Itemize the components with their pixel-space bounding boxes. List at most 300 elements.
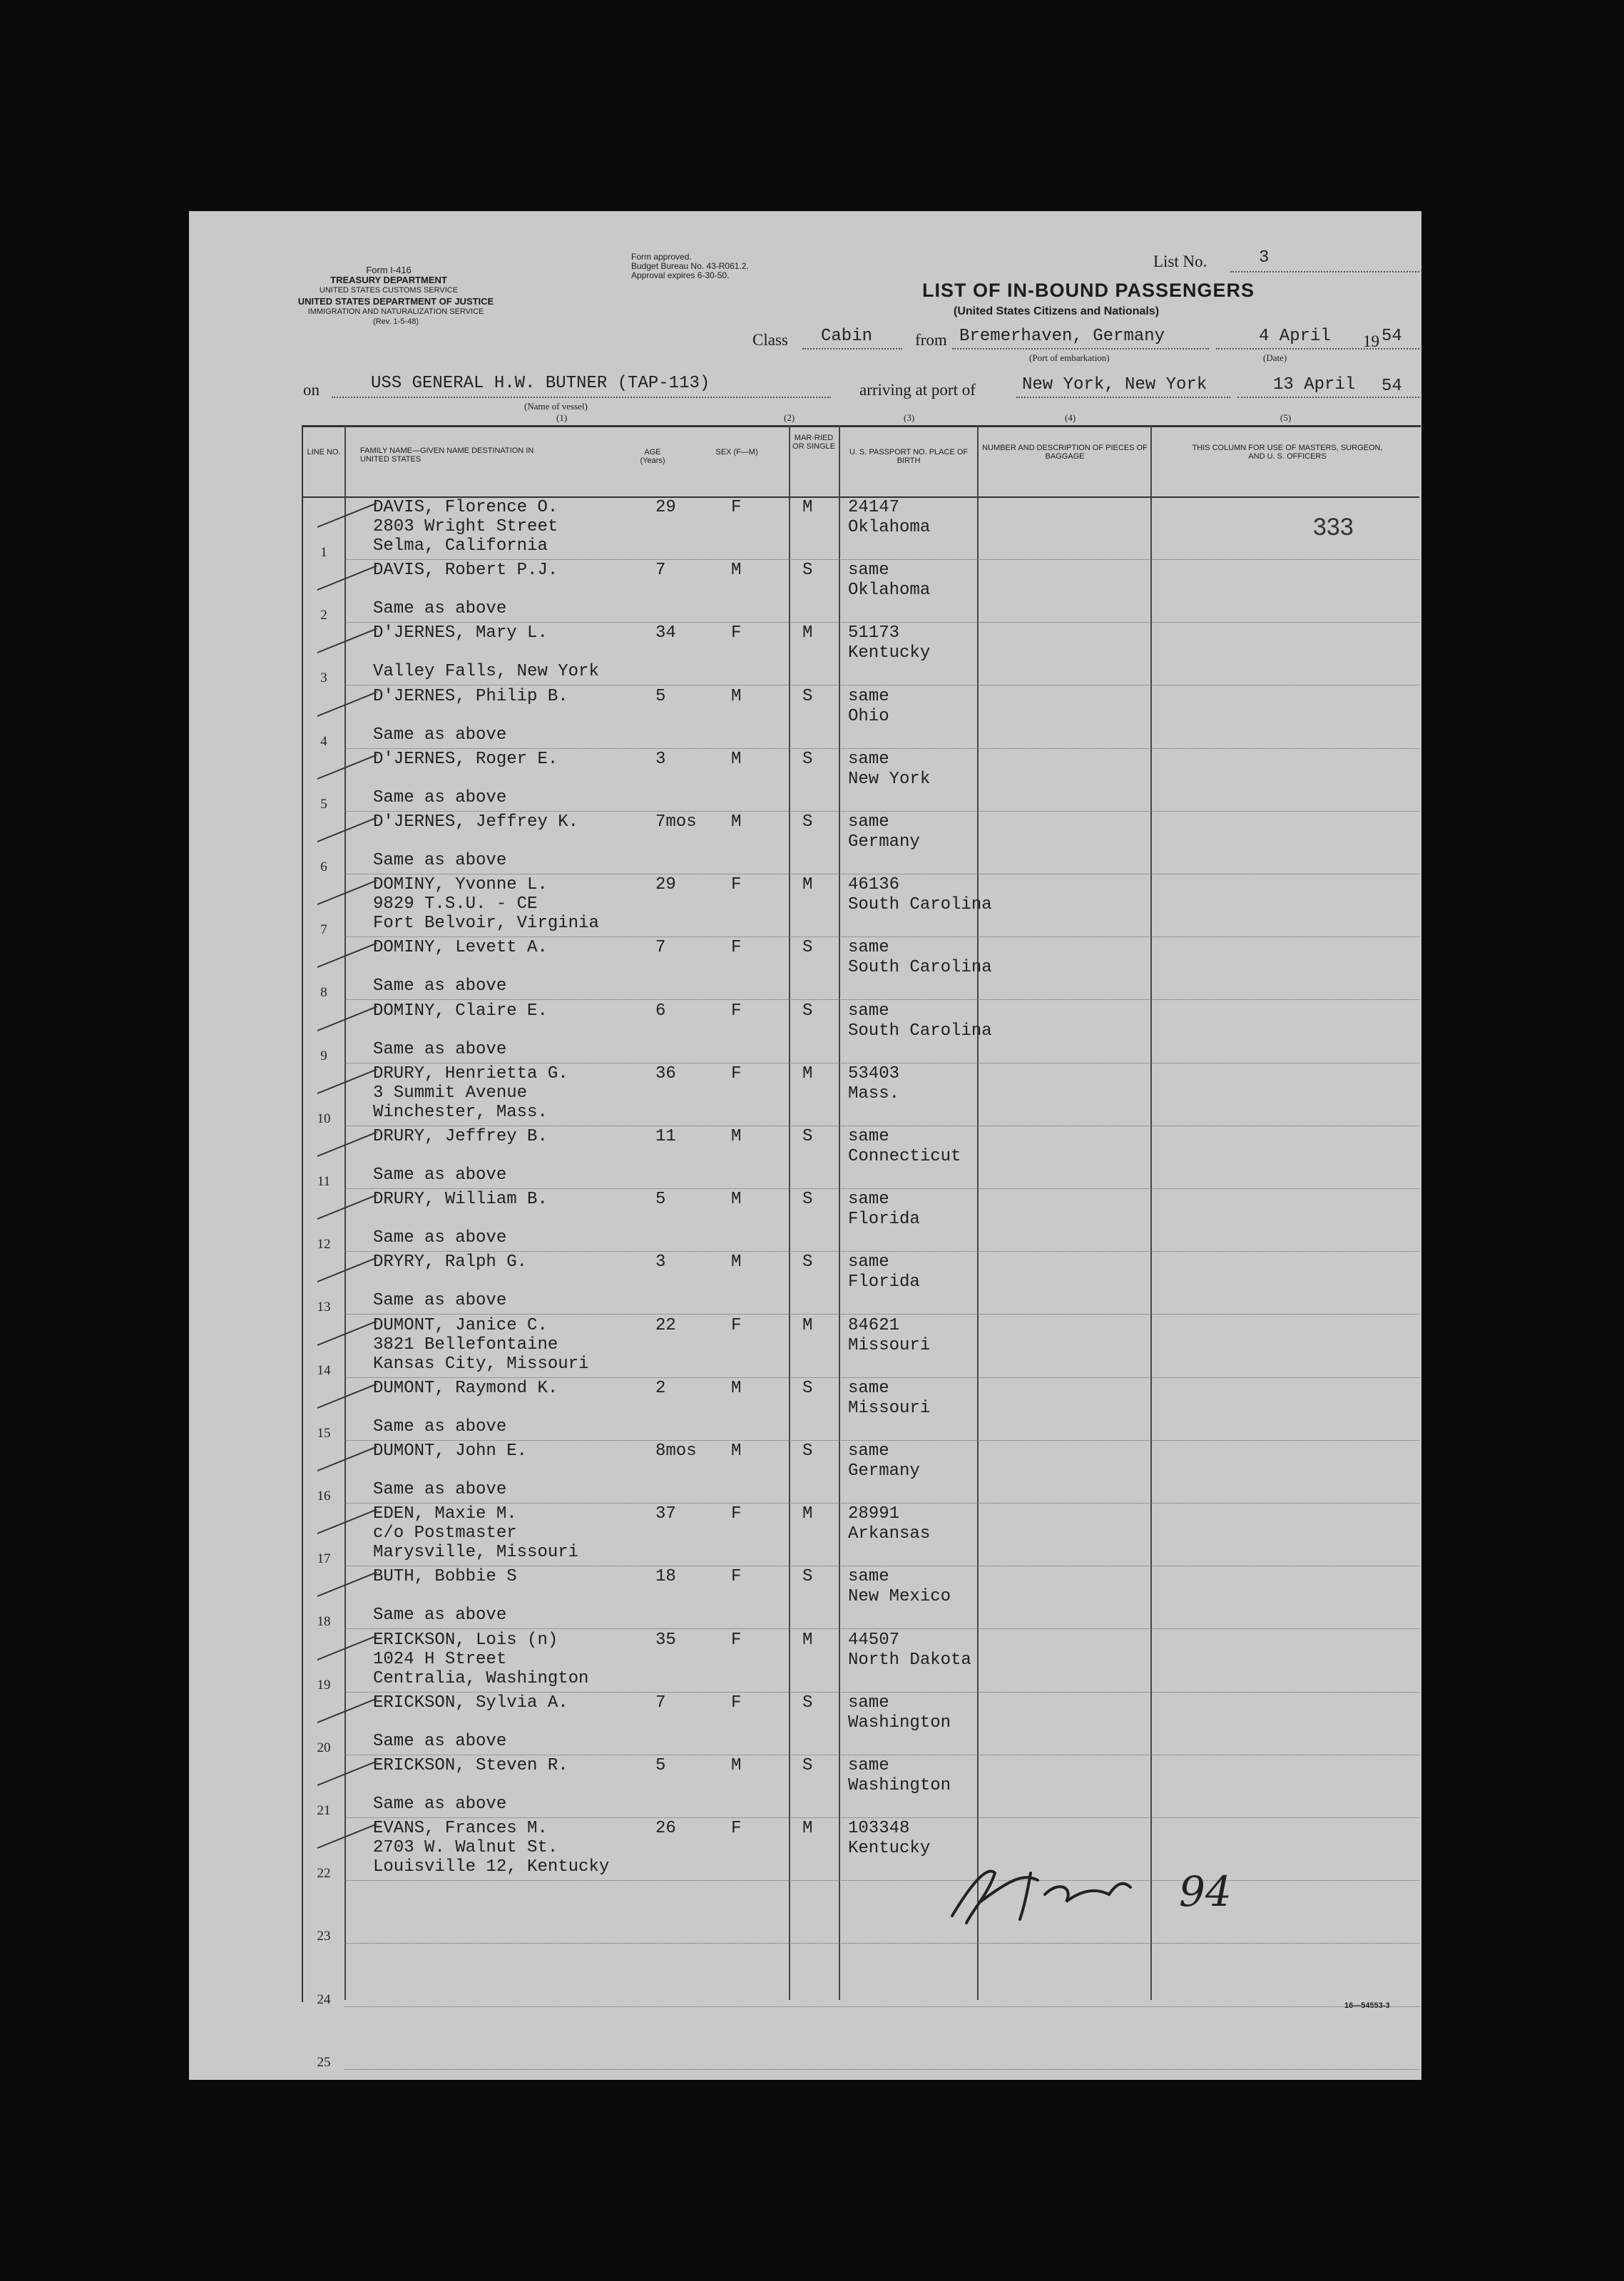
destination-line: Same as above xyxy=(373,1606,507,1626)
line-number: 15 xyxy=(317,1425,331,1441)
place-of-birth: Washington xyxy=(848,1776,951,1795)
passport-number: same xyxy=(848,1756,889,1775)
table-row xyxy=(189,1631,1421,1693)
destination-line: Same as above xyxy=(373,1165,507,1185)
justice-dept: UNITED STATES DEPARTMENT OF JUSTICE xyxy=(297,296,494,307)
marital-status: S xyxy=(802,1441,813,1461)
age: 7 xyxy=(655,938,666,958)
family-name: DRYRY, Ralph G. xyxy=(373,1252,528,1272)
age: 6 xyxy=(655,1001,666,1021)
line-number: 9 xyxy=(320,1048,327,1063)
passport-number: 103348 xyxy=(848,1819,910,1839)
family-name: D'JERNES, Roger E. xyxy=(373,749,558,769)
table-row xyxy=(189,1693,1421,1756)
from-label: from xyxy=(915,331,947,349)
col-header-baggage: NUMBER AND DESCRIPTION OF PIECES OF BAGGAGE xyxy=(982,444,1148,461)
family-name: DOMINY, Yvonne L. xyxy=(373,875,548,895)
family-name: DOMINY, Claire E. xyxy=(373,1001,548,1021)
family-name: BUTH, Bobbie S xyxy=(373,1567,517,1587)
table-row xyxy=(189,2008,1421,2071)
marital-status: M xyxy=(802,875,813,895)
marital-status: S xyxy=(802,561,813,581)
family-name: DRURY, Henrietta G. xyxy=(373,1063,568,1083)
place-of-birth: Kentucky xyxy=(848,643,931,663)
age: 3 xyxy=(655,749,666,769)
sex: F xyxy=(731,1063,742,1083)
arrival-date: 13 April xyxy=(1273,375,1356,394)
place-of-birth: Florida xyxy=(848,1210,920,1230)
age: 18 xyxy=(655,1567,676,1587)
passport-number: same xyxy=(848,1001,889,1021)
sex: F xyxy=(731,1315,742,1335)
marital-status: M xyxy=(802,498,813,517)
list-number-label: List No. xyxy=(1153,252,1207,270)
destination-line: Same as above xyxy=(373,1731,507,1751)
table-row xyxy=(189,750,1421,812)
sex: M xyxy=(731,1190,742,1210)
destination-line: Kansas City, Missouri xyxy=(373,1354,589,1374)
sex: F xyxy=(731,1001,742,1021)
place-of-birth: North Dakota xyxy=(848,1650,971,1670)
page-mark: 94 xyxy=(1179,1867,1232,1916)
col-header-officers: THIS COLUMN FOR USE OF MASTERS, SURGEON, AND U. S. OFFICERS xyxy=(1192,444,1383,461)
line-number: 17 xyxy=(317,1551,331,1567)
destination-line: Same as above xyxy=(373,851,507,870)
check-mark xyxy=(317,1006,377,1031)
sex: M xyxy=(731,686,742,706)
table-row xyxy=(189,1945,1421,2008)
sex: F xyxy=(731,623,742,643)
sex: M xyxy=(731,1252,742,1272)
sex: F xyxy=(731,1630,742,1650)
departure-date: 4 April xyxy=(1259,327,1331,346)
officer-note: 333 xyxy=(1313,514,1354,541)
place-of-birth: Germany xyxy=(848,1461,920,1481)
check-mark xyxy=(317,1068,377,1094)
marital-status: S xyxy=(802,1756,813,1775)
marital-status: M xyxy=(802,1315,813,1335)
destination-line: 3 Summit Avenue xyxy=(373,1083,528,1103)
passport-number: same xyxy=(848,749,889,769)
family-name: DUMONT, John E. xyxy=(373,1441,528,1461)
age: 35 xyxy=(655,1630,676,1650)
destination-line: 9829 T.S.U. - CE xyxy=(373,894,538,914)
check-mark xyxy=(317,943,377,969)
line-number: 1 xyxy=(320,545,327,560)
place-of-birth: Washington xyxy=(848,1713,951,1733)
port-embark-caption: (Port of embarkation) xyxy=(1029,352,1110,363)
ins-service: IMMIGRATION AND NATURALIZATION SERVICE xyxy=(307,307,484,316)
check-mark xyxy=(317,502,377,528)
age: 7 xyxy=(655,1693,666,1713)
col-number: (1) xyxy=(556,412,568,423)
revision: (Rev. 1-5-48) xyxy=(373,317,419,326)
customs-service: UNITED STATES CUSTOMS SERVICE xyxy=(319,286,459,295)
family-name: DRURY, Jeffrey B. xyxy=(373,1127,548,1146)
row-separator xyxy=(344,1880,1419,1881)
inspector-signature xyxy=(945,1852,1145,1930)
check-mark xyxy=(317,1383,377,1409)
marital-status: S xyxy=(802,686,813,706)
col-header-passport: U. S. PASSPORT NO. PLACE OF BIRTH xyxy=(849,448,969,465)
col-header-name: FAMILY NAME—GIVEN NAME DESTINATION IN UNITED STATES xyxy=(360,446,534,464)
approval-line: Budget Bureau No. 43-R061.2. xyxy=(631,261,749,271)
destination-line: Fort Belvoir, Virginia xyxy=(373,914,599,934)
passport-number: same xyxy=(848,1127,889,1146)
sex: F xyxy=(731,1567,742,1587)
marital-status: S xyxy=(802,1190,813,1210)
table-row xyxy=(189,1379,1421,1441)
table-row xyxy=(189,498,1421,561)
table-row xyxy=(189,1127,1421,1190)
col-header-married: MAR-RIED OR SINGLE xyxy=(792,434,835,451)
sex: F xyxy=(731,875,742,895)
family-name: DAVIS, Robert P.J. xyxy=(373,561,558,581)
sex: F xyxy=(731,498,742,517)
destination-line: 3821 Bellefontaine xyxy=(373,1335,558,1354)
passport-number: same xyxy=(848,1567,889,1587)
line-number: 24 xyxy=(317,1991,331,2007)
passport-number: 28991 xyxy=(848,1504,900,1524)
row-separator xyxy=(344,748,1419,749)
passport-number: 24147 xyxy=(848,498,900,517)
line-number: 2 xyxy=(320,608,327,623)
row-separator xyxy=(344,1440,1419,1441)
col-header-sex: SEX (F—M) xyxy=(715,448,758,456)
place-of-birth: New York xyxy=(848,769,931,789)
marital-status: M xyxy=(802,1504,813,1524)
check-mark xyxy=(317,1446,377,1471)
destination-line: c/o Postmaster xyxy=(373,1524,517,1543)
line-number: 16 xyxy=(317,1489,331,1504)
treasury-dept: TREASURY DEPARTMENT xyxy=(330,275,447,285)
place-of-birth: Connecticut xyxy=(848,1147,961,1166)
age: 5 xyxy=(655,1190,666,1210)
age: 36 xyxy=(655,1063,676,1083)
marital-status: S xyxy=(802,1252,813,1272)
vessel-name: USS GENERAL H.W. BUTNER (TAP-113) xyxy=(371,374,710,393)
destination-line: Same as above xyxy=(373,1480,507,1499)
age: 8mos xyxy=(655,1441,697,1461)
marital-status: S xyxy=(802,749,813,769)
destination-line: Winchester, Mass. xyxy=(373,1102,548,1122)
age: 11 xyxy=(655,1127,676,1146)
check-mark xyxy=(317,628,377,654)
sex: M xyxy=(731,1127,742,1146)
sex: F xyxy=(731,1819,742,1839)
place-of-birth: New Mexico xyxy=(848,1587,951,1607)
marital-status: S xyxy=(802,1127,813,1146)
check-mark xyxy=(317,880,377,906)
check-mark xyxy=(317,817,377,842)
marital-status: S xyxy=(802,1001,813,1021)
on-label: on xyxy=(303,381,320,399)
marital-status: S xyxy=(802,1378,813,1398)
check-mark xyxy=(317,1572,377,1598)
marital-status: M xyxy=(802,623,813,643)
line-number: 6 xyxy=(320,859,327,874)
family-name: DUMONT, Raymond K. xyxy=(373,1378,558,1398)
sex: F xyxy=(731,1504,742,1524)
place-of-birth: Ohio xyxy=(848,706,889,726)
place-of-birth: Arkansas xyxy=(848,1524,931,1544)
check-mark xyxy=(317,1131,377,1157)
row-separator xyxy=(344,1377,1419,1378)
destination-line: Same as above xyxy=(373,1795,507,1814)
form-number: Form I-416 xyxy=(366,265,412,275)
age: 5 xyxy=(655,686,666,706)
family-name: DAVIS, Florence O. xyxy=(373,498,558,517)
table-row xyxy=(189,1504,1421,1567)
from-port: Bremerhaven, Germany xyxy=(959,327,1165,346)
family-name: ERICKSON, Steven R. xyxy=(373,1756,568,1775)
family-name: ERICKSON, Lois (n) xyxy=(373,1630,558,1650)
age: 22 xyxy=(655,1315,676,1335)
marital-status: S xyxy=(802,1693,813,1713)
age: 34 xyxy=(655,623,676,643)
passport-number: same xyxy=(848,1190,889,1210)
family-name: DUMONT, Janice C. xyxy=(373,1315,548,1335)
table-row xyxy=(189,1819,1421,1882)
marital-status: M xyxy=(802,1819,813,1839)
place-of-birth: Missouri xyxy=(848,1398,931,1418)
destination-line: Marysville, Missouri xyxy=(373,1543,579,1563)
passport-number: same xyxy=(848,812,889,832)
destination-line: Same as above xyxy=(373,599,507,619)
passport-number: same xyxy=(848,1252,889,1272)
line-number: 23 xyxy=(317,1929,331,1944)
passenger-manifest-sheet xyxy=(189,211,1421,2080)
row-separator xyxy=(344,2069,1419,2070)
destination-line: Same as above xyxy=(373,725,507,745)
line-number: 8 xyxy=(320,985,327,1001)
footer-code: 16—54553-3 xyxy=(1344,2001,1390,2010)
table-row xyxy=(189,623,1421,686)
col-header-age: AGE (Years) xyxy=(640,448,665,465)
line-number: 10 xyxy=(317,1111,331,1126)
table-row xyxy=(189,1756,1421,1819)
row-separator xyxy=(344,1188,1419,1189)
passport-number: same xyxy=(848,1378,889,1398)
line-number: 14 xyxy=(317,1362,331,1378)
family-name: D'JERNES, Jeffrey K. xyxy=(373,812,579,832)
check-mark xyxy=(317,1824,377,1849)
line-number: 11 xyxy=(317,1174,331,1189)
place-of-birth: Florida xyxy=(848,1272,920,1292)
line-number: 3 xyxy=(320,670,327,686)
age: 7mos xyxy=(655,812,697,832)
line-number: 22 xyxy=(317,1866,331,1882)
passport-number: 51173 xyxy=(848,623,900,643)
table-row xyxy=(189,1567,1421,1630)
family-name: ERICKSON, Sylvia A. xyxy=(373,1693,568,1713)
marital-status: M xyxy=(802,1063,813,1083)
approval-line: Form approved. xyxy=(631,252,692,262)
passport-number: same xyxy=(848,686,889,706)
col-number: (2) xyxy=(784,412,795,423)
col-number: (4) xyxy=(1065,412,1076,423)
destination-line: Same as above xyxy=(373,1417,507,1437)
place-of-birth: Oklahoma xyxy=(848,581,931,601)
passport-number: same xyxy=(848,938,889,958)
sex: M xyxy=(731,749,742,769)
destination-line: 1024 H Street xyxy=(373,1649,507,1669)
list-number: 3 xyxy=(1259,248,1270,267)
marital-status: S xyxy=(802,938,813,958)
age: 37 xyxy=(655,1504,676,1524)
family-name: EVANS, Frances M. xyxy=(373,1819,548,1839)
arrival-year: 54 xyxy=(1382,377,1402,396)
table-row xyxy=(189,1190,1421,1252)
passport-number: 53403 xyxy=(848,1063,900,1083)
arriving-label: arriving at port of xyxy=(859,381,976,399)
table-row xyxy=(189,687,1421,750)
destination-line: Valley Falls, New York xyxy=(373,662,599,682)
check-mark xyxy=(317,1257,377,1283)
passport-number: same xyxy=(848,561,889,581)
table-row xyxy=(189,812,1421,875)
table-row xyxy=(189,1441,1421,1504)
row-separator xyxy=(344,1251,1419,1252)
class-label: Class xyxy=(752,331,788,349)
date-caption: (Date) xyxy=(1263,352,1287,363)
line-number: 13 xyxy=(317,1300,331,1315)
family-name: D'JERNES, Mary L. xyxy=(373,623,548,643)
age: 5 xyxy=(655,1756,666,1775)
destination-line: Louisville 12, Kentucky xyxy=(373,1857,610,1877)
col-number: (3) xyxy=(904,412,915,423)
destination-line: 2803 Wright Street xyxy=(373,517,558,536)
family-name: D'JERNES, Philip B. xyxy=(373,686,568,706)
arrival-port: New York, New York xyxy=(1022,375,1207,394)
table-row xyxy=(189,1316,1421,1379)
row-separator xyxy=(344,622,1419,623)
passport-number: 84621 xyxy=(848,1315,900,1335)
departure-year: 54 xyxy=(1382,327,1402,346)
approval-block xyxy=(631,252,749,280)
place-of-birth: Oklahoma xyxy=(848,518,931,537)
agency-block xyxy=(296,265,481,295)
vessel-caption: (Name of vessel) xyxy=(524,401,588,412)
marital-status: S xyxy=(802,812,813,832)
approval-line: Approval expires 6-30-50. xyxy=(631,270,730,280)
check-mark xyxy=(317,1320,377,1346)
passport-number: 44507 xyxy=(848,1630,900,1650)
age: 2 xyxy=(655,1378,666,1398)
class-value: Cabin xyxy=(821,327,873,346)
line-number: 19 xyxy=(317,1677,331,1693)
place-of-birth: Mass. xyxy=(848,1083,900,1103)
destination-line: Same as above xyxy=(373,1291,507,1311)
line-number: 5 xyxy=(320,796,327,812)
row-separator xyxy=(344,999,1419,1000)
table-row xyxy=(189,561,1421,623)
justice-block xyxy=(289,297,503,327)
table-row xyxy=(189,1001,1421,1064)
place-of-birth: Kentucky xyxy=(848,1839,931,1859)
row-separator xyxy=(344,1692,1419,1693)
sex: F xyxy=(731,938,742,958)
col-header-line-no: LINE NO. xyxy=(307,448,341,456)
row-separator xyxy=(344,2006,1419,2007)
line-number: 20 xyxy=(317,1740,331,1755)
table-row xyxy=(189,875,1421,938)
family-name: EDEN, Maxie M. xyxy=(373,1504,517,1524)
place-of-birth: South Carolina xyxy=(848,1021,992,1041)
check-mark xyxy=(317,1195,377,1220)
line-number: 4 xyxy=(320,733,327,749)
sex: F xyxy=(731,1693,742,1713)
row-separator xyxy=(344,1817,1419,1818)
table-row xyxy=(189,938,1421,1001)
form-title: LIST OF IN-BOUND PASSENGERS xyxy=(922,280,1255,301)
line-number: 21 xyxy=(317,1803,331,1818)
passport-number: 46136 xyxy=(848,875,900,895)
line-number: 25 xyxy=(317,2054,331,2070)
year-prefix: 19 xyxy=(1363,332,1379,350)
passport-number: same xyxy=(848,1693,889,1713)
place-of-birth: Germany xyxy=(848,832,920,852)
check-mark xyxy=(317,1698,377,1723)
row-separator xyxy=(344,1628,1419,1629)
destination-line: Same as above xyxy=(373,976,507,996)
table-row xyxy=(189,1064,1421,1127)
row-separator xyxy=(344,1314,1419,1315)
destination-line: Same as above xyxy=(373,1039,507,1059)
check-mark xyxy=(317,1509,377,1535)
line-number: 7 xyxy=(320,922,327,938)
sex: M xyxy=(731,561,742,581)
family-name: DRURY, William B. xyxy=(373,1190,548,1210)
family-name: DOMINY, Levett A. xyxy=(373,938,548,958)
table-row xyxy=(189,1882,1421,1944)
age: 26 xyxy=(655,1819,676,1839)
destination-line: Same as above xyxy=(373,1228,507,1248)
check-mark xyxy=(317,566,377,591)
marital-status: S xyxy=(802,1567,813,1587)
col-number: (5) xyxy=(1280,412,1292,423)
row-separator xyxy=(344,559,1419,560)
destination-line: Selma, California xyxy=(373,536,548,556)
form-subtitle: (United States Citizens and Nationals) xyxy=(954,305,1160,317)
place-of-birth: South Carolina xyxy=(848,958,992,978)
row-separator xyxy=(344,1943,1419,1944)
row-separator xyxy=(344,811,1419,812)
check-mark xyxy=(317,1760,377,1786)
check-mark xyxy=(317,1635,377,1660)
line-number: 12 xyxy=(317,1237,331,1252)
sex: M xyxy=(731,812,742,832)
place-of-birth: Missouri xyxy=(848,1335,931,1355)
marital-status: M xyxy=(802,1630,813,1650)
destination-line: Same as above xyxy=(373,787,507,807)
row-separator xyxy=(344,1503,1419,1504)
check-mark xyxy=(317,691,377,717)
passport-number: same xyxy=(848,1441,889,1461)
table-row xyxy=(189,1252,1421,1315)
age: 7 xyxy=(655,561,666,581)
destination-line: Centralia, Washington xyxy=(373,1668,589,1688)
check-mark xyxy=(317,754,377,780)
line-number: 18 xyxy=(317,1614,331,1630)
sex: M xyxy=(731,1378,742,1398)
place-of-birth: South Carolina xyxy=(848,895,992,915)
sex: M xyxy=(731,1756,742,1775)
age: 29 xyxy=(655,498,676,517)
sex: M xyxy=(731,1441,742,1461)
destination-line: 2703 W. Walnut St. xyxy=(373,1838,558,1858)
age: 29 xyxy=(655,875,676,895)
